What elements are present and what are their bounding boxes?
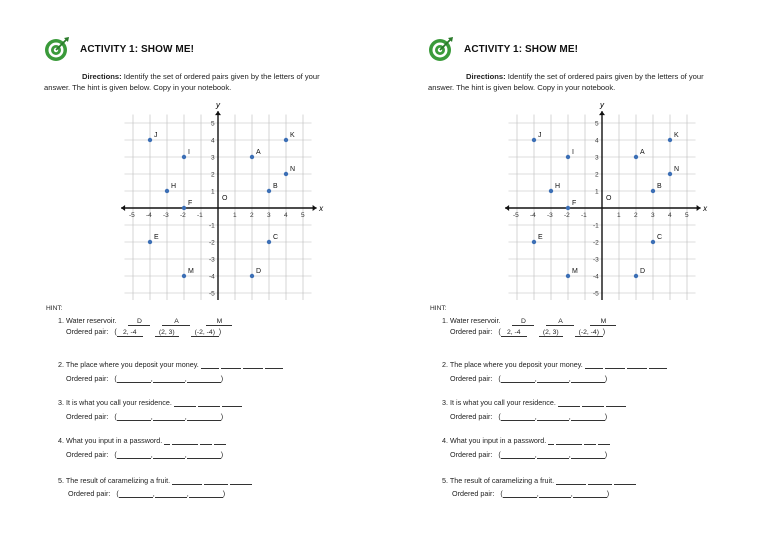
y-axis-arrow-up (215, 111, 221, 115)
question-text: What you input in a password. (66, 436, 163, 445)
question-3 (442, 398, 626, 407)
ordered-pair-label: Ordered pair: (450, 450, 493, 459)
x-tick-label: -4 (146, 212, 152, 219)
y-axis-label: y (216, 102, 220, 110)
question-number: 2. (58, 360, 64, 369)
point-label-n: N (290, 166, 296, 173)
x-tick-label: 3 (267, 212, 271, 219)
question-number: 4. (58, 436, 64, 445)
point-n (284, 172, 288, 176)
point-c (651, 240, 655, 244)
question-2 (58, 360, 283, 369)
y-tick-label: -3 (209, 256, 215, 264)
point-f (566, 206, 570, 210)
x-tick-label: 1 (233, 212, 237, 219)
point-label-e: E (154, 234, 159, 241)
point-c (267, 240, 271, 244)
x-tick-label: 2 (250, 212, 254, 219)
x-tick-label: 3 (651, 212, 655, 219)
ordered-pair-row-1: Ordered pair: ( 2, -4 (2, 3) (-2, -4) ) (66, 327, 222, 336)
point-label-a: A (640, 149, 645, 156)
point-label-c: C (657, 234, 663, 241)
ordered-pair-label: Ordered pair: (66, 374, 109, 383)
ordered-pair-label: Ordered pair: (452, 489, 495, 498)
x-tick-label: -2 (180, 212, 186, 219)
y-tick-label: -3 (593, 256, 599, 264)
y-axis-label: y (600, 102, 604, 110)
activity-title: ACTIVITY 1: SHOW ME! (80, 43, 195, 55)
y-tick-label: -4 (209, 273, 215, 281)
x-tick-label: -1 (197, 212, 203, 219)
point-m (182, 274, 186, 278)
x-axis-arrow-right (313, 205, 317, 211)
answer-letter-3: M (590, 318, 616, 326)
ordered-pair-1: 2, -4 (117, 329, 143, 337)
question-5 (58, 476, 252, 485)
point-b (267, 189, 271, 193)
plotted-points (532, 132, 679, 278)
x-tick-label: 2 (634, 212, 638, 219)
x-axis-label: x (319, 204, 324, 213)
ordered-pair-row-4: Ordered pair: ( , , ) (66, 450, 224, 459)
plotted-points (148, 132, 295, 278)
directions (428, 71, 758, 93)
y-tick-label: 2 (211, 171, 215, 179)
point-d (250, 274, 254, 278)
x-tick-label: 4 (668, 212, 672, 219)
ordered-pair-1: 2, -4 (501, 329, 527, 337)
question-number: 2. (442, 360, 448, 369)
point-j (148, 138, 152, 142)
directions-label: Directions: (82, 72, 122, 81)
ordered-pair-row-3: Ordered pair: ( , , ) (450, 412, 608, 421)
y-tick-label: 1 (595, 188, 599, 196)
y-tick-label: -5 (593, 290, 599, 298)
point-label-d: D (256, 268, 262, 275)
point-label-o: O (606, 195, 612, 202)
point-a (634, 155, 638, 159)
ordered-pair-label: Ordered pair: (450, 374, 493, 383)
point-e (532, 240, 536, 244)
target-icon (428, 36, 454, 62)
point-h (549, 189, 553, 193)
point-h (165, 189, 169, 193)
ordered-pair-row-3: Ordered pair: ( , , ) (66, 412, 224, 421)
ordered-pair-label: Ordered pair: (450, 327, 493, 336)
question-number: 1. (442, 316, 448, 325)
x-tick-label: -2 (564, 212, 570, 219)
question-5 (442, 476, 636, 485)
x-tick-label: -3 (547, 212, 553, 219)
x-tick-label: 5 (301, 212, 305, 219)
point-label-i: I (572, 149, 574, 156)
point-label-i: I (188, 149, 190, 156)
point-label-j: J (154, 132, 158, 139)
question-number: 5. (442, 476, 448, 485)
point-m (566, 274, 570, 278)
point-label-m: M (572, 268, 578, 275)
point-label-k: K (674, 132, 679, 139)
y-tick-label: 1 (211, 188, 215, 196)
y-axis-arrow-up (599, 111, 605, 115)
ordered-pair-row-2: Ordered pair: ( , , ) (450, 374, 608, 383)
point-e (148, 240, 152, 244)
directions-text-1: Identify the set of ordered pairs given by the letters of your (123, 72, 320, 81)
y-tick-label: -5 (209, 290, 215, 298)
y-tick-label: -2 (593, 239, 599, 247)
question-4 (58, 436, 226, 445)
point-i (566, 155, 570, 159)
y-tick-label: 4 (595, 137, 599, 145)
point-label-h: H (555, 183, 561, 190)
question-text: It is what you call your residence. (66, 398, 172, 407)
x-tick-label: 1 (617, 212, 621, 219)
x-tick-label: 5 (685, 212, 689, 219)
ordered-pair-label: Ordered pair: (66, 450, 109, 459)
x-axis-arrow-left (505, 205, 509, 211)
question-2 (442, 360, 667, 369)
ordered-pair-2: (2, 3) (155, 329, 179, 337)
activity-header (44, 36, 194, 62)
ordered-pair-label: Ordered pair: (68, 489, 111, 498)
x-tick-label: -5 (129, 212, 135, 219)
point-a (250, 155, 254, 159)
ordered-pair-label: Ordered pair: (66, 412, 109, 421)
tick-labels (129, 121, 305, 298)
coordinate-grid (502, 102, 708, 300)
x-tick-label: -3 (163, 212, 169, 219)
ordered-pair-row-2: Ordered pair: ( , , ) (66, 374, 224, 383)
activity-title: ACTIVITY 1: SHOW ME! (464, 43, 579, 55)
y-tick-label: 3 (595, 154, 599, 162)
x-tick-label: -5 (513, 212, 519, 219)
activity-header (428, 36, 578, 62)
question-text: The place where you deposit your money. (449, 360, 583, 369)
ordered-pair-label: Ordered pair: (66, 327, 109, 336)
point-n (668, 172, 672, 176)
point-label-d: D (640, 268, 646, 275)
question-text: What you input in a password. (450, 436, 547, 445)
point-b (651, 189, 655, 193)
point-label-b: B (273, 183, 278, 190)
point-k (284, 138, 288, 142)
question-4 (442, 436, 610, 445)
point-label-a: A (256, 149, 261, 156)
x-tick-label: 4 (284, 212, 288, 219)
question-3 (58, 398, 242, 407)
y-tick-label: 3 (211, 154, 215, 162)
ordered-pair-label: Ordered pair: (450, 412, 493, 421)
y-tick-label: -4 (593, 273, 599, 281)
ordered-pair-row-1: Ordered pair: ( 2, -4 (2, 3) (-2, -4) ) (450, 327, 606, 336)
point-label-b: B (657, 183, 662, 190)
worksheet-right (384, 0, 768, 543)
answer-letter-2: A (546, 318, 574, 326)
point-label-n: N (674, 166, 680, 173)
answer-letter-3: M (206, 318, 232, 326)
tick-labels (513, 121, 689, 298)
directions-text-2: answer. The hint is given below. Copy in your notebook. (44, 83, 232, 92)
question-1 (58, 316, 232, 326)
x-axis-arrow-right (697, 205, 701, 211)
point-label-h: H (171, 183, 177, 190)
y-tick-label: -1 (593, 222, 599, 230)
point-f (182, 206, 186, 210)
directions (44, 71, 374, 93)
hint-label: HINT: (46, 305, 63, 312)
directions-text-2: answer. The hint is given below. Copy in your notebook. (428, 83, 616, 92)
directions-label: Directions: (466, 72, 506, 81)
ordered-pair-3: (-2, -4) (575, 329, 603, 337)
question-text: The result of caramelizing a fruit. (449, 476, 555, 485)
y-tick-label: 2 (595, 171, 599, 179)
answer-letter-1: D (512, 318, 534, 326)
x-axis-arrow-left (121, 205, 125, 211)
y-tick-label: -2 (209, 239, 215, 247)
ordered-pair-row-4: Ordered pair: ( , , ) (450, 450, 608, 459)
point-label-o: O (222, 195, 228, 202)
point-i (182, 155, 186, 159)
point-label-k: K (290, 132, 295, 139)
point-label-f: F (572, 200, 577, 207)
point-label-e: E (538, 234, 543, 241)
point-label-j: J (538, 132, 542, 139)
y-tick-label: 4 (211, 137, 215, 145)
question-text: Water reservoir. (450, 316, 501, 325)
hint-label: HINT: (430, 305, 447, 312)
question-text: It is what you call your residence. (450, 398, 556, 407)
y-tick-label: 5 (595, 120, 599, 128)
answer-letter-2: A (162, 318, 190, 326)
ordered-pair-row-5: Ordered pair: ( , , ) (68, 489, 226, 498)
x-tick-label: -4 (530, 212, 536, 219)
point-label-c: C (273, 234, 279, 241)
y-tick-label: 5 (211, 120, 215, 128)
question-text: Water reservoir. (66, 316, 117, 325)
question-number: 3. (442, 398, 448, 407)
point-label-f: F (188, 200, 193, 207)
target-icon (44, 36, 70, 62)
point-j (532, 138, 536, 142)
question-number: 3. (58, 398, 64, 407)
point-label-m: M (188, 268, 194, 275)
x-tick-label: -1 (581, 212, 587, 219)
question-number: 5. (58, 476, 64, 485)
question-number: 1. (58, 316, 64, 325)
ordered-pair-2: (2, 3) (539, 329, 563, 337)
y-tick-label: -1 (209, 222, 215, 230)
question-1 (442, 316, 616, 326)
point-k (668, 138, 672, 142)
question-text: The place where you deposit your money. (65, 360, 199, 369)
directions-text-1: Identify the set of ordered pairs given by the letters of your (507, 72, 704, 81)
ordered-pair-3: (-2, -4) (191, 329, 219, 337)
ordered-pair-row-5: Ordered pair: ( , , ) (452, 489, 610, 498)
x-axis-label: x (703, 204, 708, 213)
point-d (634, 274, 638, 278)
question-text: The result of caramelizing a fruit. (65, 476, 171, 485)
question-number: 4. (442, 436, 448, 445)
answer-letter-1: D (128, 318, 150, 326)
coordinate-grid (118, 102, 324, 300)
